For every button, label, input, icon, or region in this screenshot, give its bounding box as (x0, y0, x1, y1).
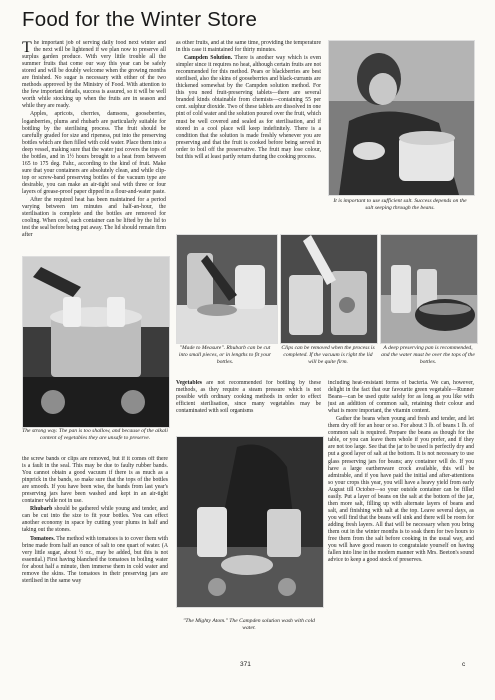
column-two (176, 40, 321, 230)
paragraph: the screw bands or clips are removed, but if it comes off there is a fault in the seal. This may be due to faulty rubber bands. You cannot obtain a good vacuum if there is as much as a pinprick in the bands, so make sure that the tops of the bottles are smooth. If you have been wise, the bands from last year's preserving jars have been washed and kept in an air-tight container while not in use. (22, 456, 168, 505)
photo-woman-salting-beans (328, 40, 475, 196)
section-heading-tomatoes: Tomatoes. (30, 535, 55, 542)
caption-salt: It is important to use sufficient salt. Success depends on the salt seeping through the beans. (333, 198, 467, 211)
caption-made-to-measure: "Made to Measure". Rhubarb can be cut into small pieces, or in lengths to fit your bottles. (178, 345, 272, 365)
section-heading-vegetables: Vegetables (176, 380, 202, 386)
column-three (328, 380, 474, 660)
paragraph: Campden Solution. There is another way which is even simpler since it requires no heat, although certain fruits are not recommended for this method. Pears or blackberries are best sterilised, also the skins of gooseberries and black-currants are thickened somewhat by the Campden solution method. For this you need fruit-preserving tablets—there are several branded kinds obtainable from chemists—containing 55 per cent. sulphur dioxide. Two of these tablets are dissolved in one pint of cold water and the solution poured over the fruit, which must be well covered and sealed as for sterilisation, and if stored in a cool place will keep indefinitely. There is a condition that the solution is made freshly whenever you are preserving and that the fruit is cooked before being served in order to boil off the preservative. The fruit may lose colour, but this will at least partly return during the cooking process. (176, 55, 321, 160)
page-letter: c (462, 661, 466, 668)
caption-clips: Clips can be removed when the process is completed. If the vacuum is right the lid will be quite firm. (281, 345, 375, 365)
section-heading-rhubarb: Rhubarb (30, 506, 53, 513)
vegetables-section: Vegetables are not recommended for bottling by these methods, as they require a steam pressure which is not possible with ordinary cooking methods in order to effect efficient sterilisation, since many vegetables may be contaminated with soil organisms (176, 380, 321, 415)
photo-pan-on-stove (22, 256, 170, 428)
photo-hands-cutting-rhubarb (176, 234, 278, 344)
section-heading-campden: Campden Solution. (184, 55, 233, 62)
caption-mighty-atom: "The Mighty Atom." The Campden solution wash with cold water. (183, 618, 315, 631)
paragraph: After the required heat has been maintained for a period varying between ten minutes and half-an-hour, the sterilisation is complete and the bottles are removed for cooling. When cool, each container can be lifted by the lid to test the seal before being put away. The lid should remain firm after (22, 197, 166, 239)
paragraph: Tomatoes. The method with tomatoes is to cover them with brine made from half an ounce of salt to one quart of water. (A very little sugar, about ½ oz., may be added, but this is not essential.) First having blanched the tomatoes in boiling water for about half a minute, then immerse them in cold water and remove the skins. The tomatoes in their preserving jars are sterilised in the same way (22, 535, 168, 584)
paragraph: including heat-resistant forms of bacteria. We can, however, delight in the fact that our favourite green vegetable—Runner Beans—can be used quite safely for as long as you like with just an addition of common salt, retaining their colour and what is more important, the vitamin content. (328, 380, 474, 415)
drop-cap: T (22, 40, 32, 56)
intro-paragraph: The important job of serving daily food next winter and the next will be lightened if we plan now to preserve all surplus garden produce. With very little trouble all the summer fruits that come our way this year can be safely stored and will be doubly welcome when the growing months are finished. No sugar is necessary with either of the two methods approved by the Ministry of Food. With attention to the few important details, success is assured, so it will be well worth while stocking up when the fruits are in season and while they are ready. (22, 40, 166, 110)
photo-mighty-atom (176, 436, 324, 608)
caption-strong-way: The strong way. The pan is too shallow, and because of the alkali content of vegetables they are unsafe to preserve. (22, 428, 168, 441)
photo-deep-preserving-pan (380, 234, 478, 344)
caption-deep-pan: A deep preserving pan is recommended, and the water must be over the tops of the bottles. (381, 345, 475, 365)
paragraph: Gather the beans when young and fresh and tender, and let them dry off for an hour or so. For about 3 lb. of beans 1 lb. of common salt is required. Prepare the beans as though for the table, or you can leave them whole if you prefer, and if they are not too large. See that the jar to be used is perfectly dry and put a good layer of salt at the bottom. It is not necessary to use glass preserving jars for beans; any container will do. If you have a large earthenware crock available, this will be admirable, and if you have paid the initial and after-attentions so your crops this year, you will have a heavy yield from early August till October—so your outside container can be filled easily. Put a layer of beans on the salt at the bottom of the jar, then more salt, filling up with alternate layers of beans and salt, and finishing with salt at the top. Leave several days, as you will find that the beans will sink and there will be room for adding fresh layers. All that will be necessary when you bring them out in the winter months is to soak them for two hours to free them from the salt before cooking in the usual way, and you will have good reason to congratulate yourself on having fallen into line in the modern manner with Mrs. Beeton's sound advice to keep a good stock of preserves. (328, 416, 474, 564)
paragraph: Apples, apricots, cherries, damsons, gooseberries, loganberries, plums and rhubarb are particularly suitable for bottling by the sterilising process. The fruit should be carefully graded for size and ripeness, put into the preserving bottles which are then filled with cold water. Place them into a deep vessel, making sure that the water just covers the tops of the bottles, and in 1½ hours brought to a heat from between 165 to 175 deg. Fahr., according to the kind of fruit. Make sure that your containers are absolutely clean, and while clip-top or screw-band preserving bottles of the vacuum type are desirable, you can make an air-tight seal with three or four layers of grease-proof paper dipped in a flour-and-water paste. (22, 111, 166, 195)
page-title: Food for the Winter Store (22, 8, 258, 31)
paragraph: as other fruits, and at the same time, providing the temperature in this case it maintained for thirty minutes. (176, 40, 321, 54)
photo-clip-top-bottles (280, 234, 378, 344)
page-number: 371 (240, 661, 251, 668)
paragraph: Rhubarb should be gathered while young and tender, and can be cut into the size to fit your bottles. You can effect another economy in space by cutting your plums in half and taking out the stones. (22, 506, 168, 534)
column-one-lower (22, 456, 168, 660)
